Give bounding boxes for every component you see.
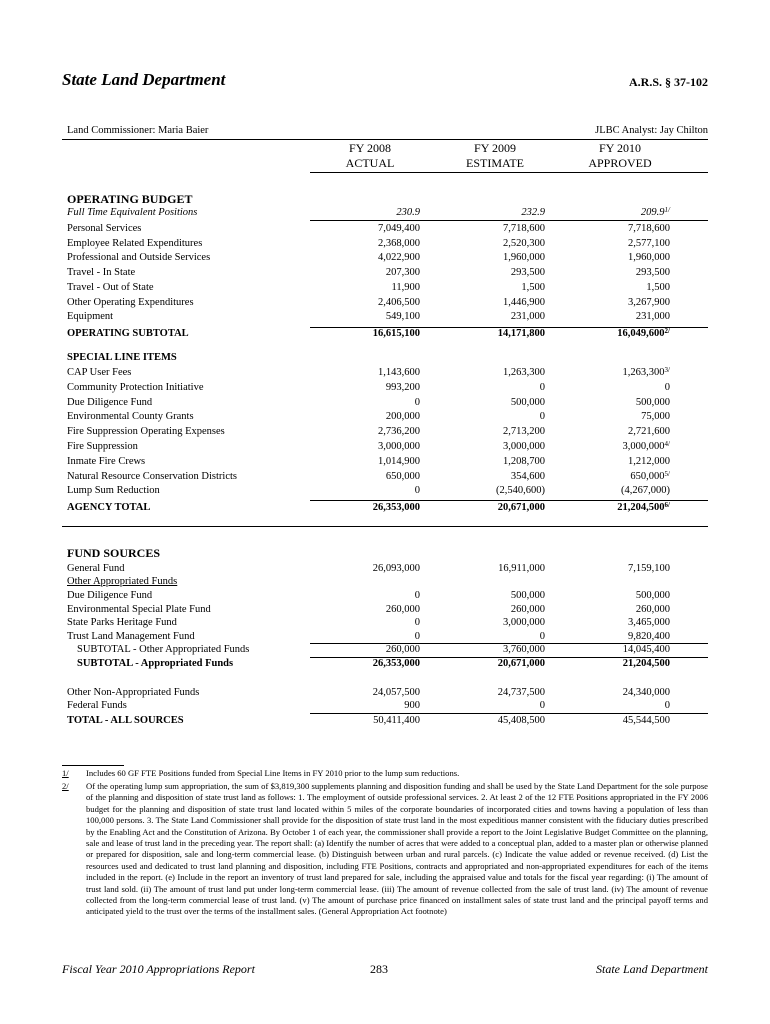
value-fy2010: 3,465,000 (628, 617, 670, 628)
federal-funds-row (67, 699, 708, 713)
value-fy2008: 26,093,000 (372, 563, 420, 574)
footnote-ref: 4/ (664, 440, 670, 448)
value-fy2010 (570, 470, 670, 484)
operating-subtotal-row (67, 327, 708, 341)
value-text: 650,000 (630, 470, 665, 482)
value-fy2008: 0 (414, 617, 420, 628)
value-fy2010 (570, 440, 670, 454)
value-fy2009: 1,263,300 (503, 367, 545, 378)
subtotal-other-row (67, 643, 708, 657)
non-appropriated-row (67, 686, 708, 700)
value-fy2010: 24,340,000 (622, 687, 670, 698)
value-fy2010: 21,204,500 (622, 658, 670, 669)
value-fy2010: 7,159,100 (628, 563, 670, 574)
agency-total-row (67, 501, 708, 515)
operating-budget-heading: OPERATING BUDGET (67, 192, 193, 206)
value-fy2009: 0 (539, 700, 545, 711)
row-label: State Parks Heritage Fund (67, 617, 177, 628)
row-label: OPERATING SUBTOTAL (67, 328, 189, 339)
value-fy2010 (570, 410, 670, 424)
header-divider (62, 139, 708, 140)
subtotal-appropriated-row (67, 657, 708, 671)
footer-report-title: Fiscal Year 2010 Appropriations Report (62, 962, 255, 976)
table-row (67, 440, 708, 454)
commissioner-name: Land Commissioner: Maria Baier (67, 125, 209, 136)
value-fy2010 (570, 484, 670, 498)
value-fy2009: 14,171,800 (497, 328, 545, 339)
row-label: Employee Related Expenditures (67, 237, 203, 249)
row-label: AGENCY TOTAL (67, 502, 151, 513)
table-row (67, 630, 708, 644)
value-fy2009: 3,000,000 (503, 617, 545, 628)
table-row (67, 616, 708, 630)
value-fy2009: 3,000,000 (503, 441, 545, 452)
row-label: Other Operating Expenditures (67, 296, 194, 308)
value-fy2009: 7,718,600 (503, 223, 545, 234)
value-fy2009: 0 (539, 630, 545, 642)
column-type: APPROVED (588, 156, 652, 170)
column-header-fy2009 (435, 141, 555, 171)
total-all-sources-row (67, 714, 708, 728)
value-fy2009: 45,408,500 (497, 715, 545, 726)
value-fy2010: 293,500 (635, 267, 670, 279)
column-header-divider (310, 172, 708, 173)
footnote-mark: 2/ (62, 781, 69, 791)
row-label: Travel - In State (67, 267, 136, 279)
table-row (67, 366, 708, 380)
value-fy2009: 24,737,500 (497, 687, 545, 698)
table-row (67, 237, 708, 251)
value-fy2008: 2,368,000 (378, 237, 420, 249)
value-fy2008: 207,300 (385, 267, 420, 279)
value-fy2008: 4,022,900 (378, 252, 420, 264)
column-header-fy2010 (560, 141, 680, 171)
value-fy2010: 231,000 (635, 311, 670, 323)
value-fy2010 (570, 327, 670, 341)
value-fy2008: 2,736,200 (378, 426, 420, 438)
value-fy2008: 3,000,000 (378, 441, 420, 452)
column-year: FY 2008 (349, 141, 391, 155)
value-fy2008: 2,406,500 (378, 296, 420, 308)
analyst-name: JLBC Analyst: Jay Chilton (595, 125, 708, 136)
statute-reference: A.R.S. § 37-102 (628, 75, 708, 89)
value-text: 1,263,300 (622, 367, 665, 378)
value-fy2008: 900 (404, 700, 420, 711)
value-fy2008: 230.9 (396, 207, 420, 218)
value-text: 21,204,500 (617, 502, 665, 513)
value-fy2008: 0 (414, 590, 420, 601)
value-fy2008: 200,000 (385, 411, 420, 423)
value-text: 75,000 (641, 411, 670, 423)
value-fy2008: 26,353,000 (372, 502, 420, 513)
value-fy2010: 500,000 (635, 590, 670, 601)
value-fy2008: 26,353,000 (372, 658, 420, 669)
row-label: Due Diligence Fund (67, 396, 153, 408)
value-fy2010 (570, 366, 670, 380)
row-label: SUBTOTAL - Other Appropriated Funds (77, 644, 250, 655)
row-divider (310, 220, 708, 221)
value-text: (4,267,000) (621, 485, 670, 497)
row-label: Professional and Outside Services (67, 252, 211, 264)
value-fy2010: 3,267,900 (628, 296, 670, 308)
row-label: Trust Land Management Fund (67, 630, 195, 642)
value-fy2008: 50,411,400 (373, 715, 420, 726)
table-row (67, 425, 708, 439)
row-label: Equipment (67, 311, 114, 323)
department-title: State Land Department (62, 70, 226, 89)
value-fy2008: 260,000 (385, 603, 420, 615)
column-year: FY 2010 (599, 141, 641, 155)
value-fy2008: 16,615,100 (372, 328, 420, 339)
row-label: Community Protection Initiative (67, 381, 204, 393)
column-year: FY 2009 (474, 141, 516, 155)
table-row (67, 603, 708, 617)
row-label: TOTAL - ALL SOURCES (67, 715, 184, 726)
row-label: Fire Suppression Operating Expenses (67, 426, 225, 438)
value-fy2010: 45,544,500 (622, 715, 670, 726)
row-label: Due Diligence Fund (67, 590, 153, 601)
footnote-2 (62, 781, 708, 918)
value-fy2008: 1,014,900 (378, 455, 420, 467)
footer-department: State Land Department (596, 962, 708, 976)
row-label: SUBTOTAL - Appropriated Funds (77, 658, 234, 669)
general-fund-row (67, 562, 708, 576)
footnote-ref: 1/ (664, 206, 670, 214)
table-row (67, 251, 708, 265)
section-divider (62, 526, 708, 527)
footnote-ref: 3/ (664, 366, 670, 374)
row-label: Natural Resource Conservation Districts (67, 470, 237, 482)
footnote-text: Of the operating lump sum appropriation, the sum of $3,819,300 supplements planning and disposition funding and shall be used by the State Land Department for the sole purpose of the planning and disposition of state trust land as follows: 1. The employment of outside professional services. 2. At least 2 of the 12 FTE Positions appropriated in the FY 2006 budget for the planning and disposition of state trust land located within 5 miles of the corporate boundaries of incorporated cities and towns having a population of less than 100,000 persons. 3. The State Land Commissioner shall provide for the disposition of state trust land in the most expeditious manner consistent with the fiduciary duties prescribed by the Enabling Act and the Constitution of Arizona. By October 1 of each year, the commissioner shall provide a report to the Joint Legislative Budget Committee on the planning, sale and lease of trust land in the preceding year. The report shall: (a) Identify the number of acres that were added to a conceptual plan, added to a master plan or otherwise planned or prepared for disposition, sale and long-term commercial lease. (b) Distinguish between urban and rural parcels. (c) Indicate the value added or revenue received. (d) List the resources used and dedicated to trust land planning and disposition, including FTE Positions, contracts and appropriated and non-appropriated expenditures for each of the items included in the report. (e) Include in the report an inventory of trust land prepared for sale, including the appraised value and totals for the fiscal year regarding: (i) The amount of trust land sold. (ii) The amount of trust land put under long-term commercial lease. (iii) The amount of revenue collected from the sale of trust land. (iv) The amount of revenue collected from the long-term commercial lease of trust land. (v) The amount of purchase price financed on installment sales of state trust land and the principal payoff terms and anticipated yield to the trust over the terms of the installment sales. (General Appropriation Act footnote) (86, 781, 708, 917)
value-fy2009: 16,911,000 (498, 563, 545, 574)
table-row (67, 396, 708, 410)
row-label: Environmental Special Plate Fund (67, 603, 211, 615)
value-fy2009: 231,000 (510, 311, 545, 323)
other-appropriated-heading-row (67, 575, 708, 589)
footnote-mark: 1/ (62, 768, 69, 778)
value-fy2008: 650,000 (385, 470, 420, 482)
table-row (67, 266, 708, 280)
value-fy2009: 354,600 (510, 470, 545, 482)
row-label: Personal Services (67, 223, 142, 234)
value-fy2009: 0 (539, 411, 545, 423)
other-appropriated-heading: Other Appropriated Funds (67, 576, 178, 587)
row-label: Travel - Out of State (67, 281, 154, 293)
table-row (67, 381, 708, 395)
value-fy2008: 11,900 (391, 281, 420, 293)
row-label: Inmate Fire Crews (67, 455, 146, 467)
column-type: ACTUAL (345, 156, 395, 170)
value-fy2009: 293,500 (510, 267, 545, 279)
value-fy2008: 993,200 (385, 381, 420, 393)
footnote-ref: 6/ (664, 501, 670, 509)
value-fy2010: 1,960,000 (628, 252, 670, 264)
value-fy2009: 1,500 (521, 281, 545, 293)
fund-sources-heading: FUND SOURCES (67, 546, 161, 560)
value-fy2009: 2,713,200 (503, 426, 545, 438)
footnote-ref: 2/ (664, 327, 670, 335)
value-fy2008: 260,000 (385, 644, 420, 655)
value-fy2008: 24,057,500 (372, 687, 420, 698)
value-text: 2,721,600 (628, 426, 670, 438)
value-text: 16,049,600 (617, 328, 665, 339)
table-row (67, 484, 708, 498)
table-row (67, 222, 708, 236)
table-row (67, 410, 708, 424)
footnote-ref: 5/ (664, 469, 670, 478)
value-fy2010: 9,820,400 (628, 630, 670, 642)
value-fy2010: 260,000 (635, 603, 670, 615)
value-fy2010 (570, 425, 670, 439)
value-fy2010: 0 (664, 700, 670, 711)
value-fy2009: 20,671,000 (497, 502, 545, 513)
value-fy2008: 7,049,400 (378, 223, 420, 234)
value-fy2009: 0 (539, 381, 545, 393)
value-fy2009: 500,000 (510, 590, 545, 601)
value-fy2009: 500,000 (510, 396, 545, 408)
row-label: General Fund (67, 563, 125, 574)
value-fy2009: 1,960,000 (503, 252, 545, 264)
row-label: Environmental County Grants (67, 411, 194, 423)
footnote-1 (62, 768, 708, 779)
fte-row (67, 206, 708, 220)
table-row (67, 296, 708, 310)
value-text: 3,000,000 (622, 441, 665, 452)
value-fy2009: 232.9 (521, 207, 545, 218)
value-fy2010: 14,045,400 (622, 644, 670, 655)
value-fy2008: 0 (414, 396, 420, 408)
value-fy2009: 260,000 (510, 603, 545, 615)
value-fy2010: 7,718,600 (628, 223, 670, 234)
value-fy2010 (570, 501, 670, 515)
value-text: 0 (664, 381, 670, 393)
table-row (67, 455, 708, 469)
value-fy2010 (570, 381, 670, 395)
footnote-text: Includes 60 GF FTE Positions funded from Special Line Items in FY 2010 prior to the lump sum reductions. (86, 768, 460, 778)
value-fy2008: 1,143,600 (378, 367, 420, 378)
table-row (67, 589, 708, 603)
footnote-separator (62, 765, 124, 766)
row-label: Full Time Equivalent Positions (67, 207, 198, 218)
table-row (67, 281, 708, 295)
table-row (67, 470, 708, 484)
value-fy2010 (570, 206, 670, 220)
row-label: Fire Suppression (67, 441, 138, 452)
special-line-items-heading: SPECIAL LINE ITEMS (67, 352, 177, 363)
value-fy2009: 3,760,000 (503, 644, 545, 655)
value-fy2009: 1,208,700 (503, 455, 545, 467)
value-fy2009: 1,446,900 (503, 296, 545, 308)
value-fy2008: 549,100 (385, 311, 420, 323)
value-fy2010: 2,577,100 (628, 237, 670, 249)
value-fy2010: 1,500 (646, 281, 670, 293)
table-row (67, 310, 708, 324)
value-fy2009: 20,671,000 (497, 658, 545, 669)
value-fy2009: 2,520,300 (503, 237, 545, 249)
value-fy2008: 0 (414, 630, 420, 642)
row-label: Federal Funds (67, 700, 127, 711)
row-label: Other Non-Appropriated Funds (67, 687, 200, 698)
value-text: 1,212,000 (628, 455, 670, 467)
column-header-fy2008 (310, 141, 430, 171)
page-number: 283 (370, 962, 388, 976)
row-label: CAP User Fees (67, 367, 132, 378)
value-fy2009: (2,540,600) (496, 485, 545, 497)
value-fy2010 (570, 396, 670, 410)
value-fy2010 (570, 455, 670, 469)
column-type: ESTIMATE (466, 156, 524, 170)
value-fy2008: 0 (414, 485, 420, 497)
value-text: 500,000 (635, 396, 670, 408)
row-label: Lump Sum Reduction (67, 485, 160, 497)
value-text: 209.9 (640, 207, 665, 218)
